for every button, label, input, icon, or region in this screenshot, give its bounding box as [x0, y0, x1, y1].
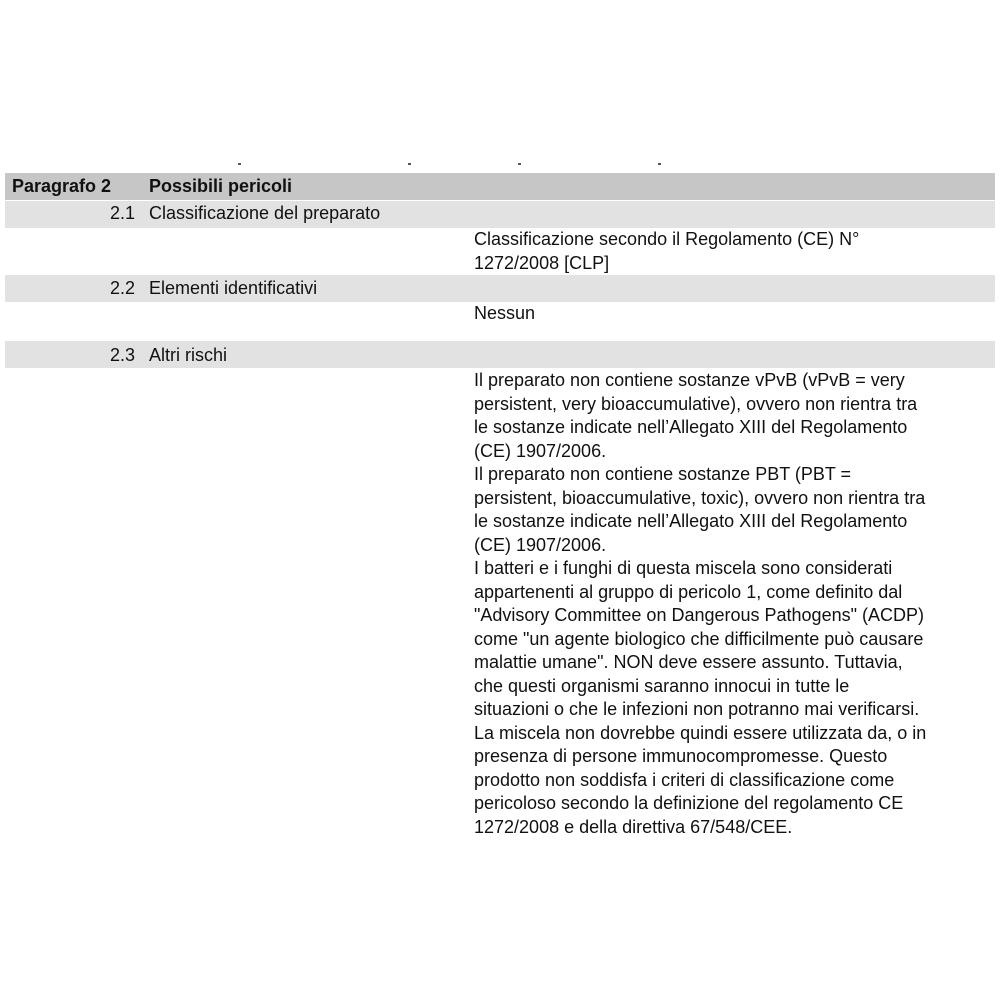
subsection-title: Classificazione del preparato [149, 203, 381, 223]
subsection-content: Il preparato non contiene sostanze vPvB (vPvB = very persistent, very bioaccumulative), ovvero non rientra tra le sostanze indicate nell’Allegato XIII del Regolamento (CE) 1907/2006. Il preparato non contiene sostanze PBT (PBT = persistent, bioaccumulative, toxic), ovvero non rientra tra le sostanze indicate nell’Allegato XIII del Regolamento (CE) 1907/2006. I batteri e i funghi di questa miscela sono considerati appartenenti al gruppo di pericolo 1, come definito dal "Advisory Committee on Dangerous Pathogens" (ACDP) come "un agente biologico che difficilmente può causare malattie umane". NON deve essere assunto. Tuttavia, che questi organismi saranno innocui in tutte le situazioni o che le infezioni non potranno mai verificarsi. La miscela non dovrebbe quindi essere utilizzata da, o in presenza di persone immunocompromesse. Questo prodotto non soddisfa i criteri di classificazione come pericoloso secondo la definizione del regolamento CE 1272/2008 e della direttiva 67/548/CEE. [474, 370, 927, 837]
subsection-content: Classificazione secondo il Regolamento (CE) N° 1272/2008 [CLP] [474, 229, 860, 273]
cropped-text-remnant [230, 163, 690, 167]
section-title: Possibili pericoli [149, 176, 293, 196]
subsection-number: 2.2 [109, 278, 135, 298]
subsection-title: Altri rischi [149, 345, 228, 365]
subsection-number: 2.3 [109, 345, 135, 365]
subsection-title: Elementi identificativi [149, 278, 318, 298]
subsection-number: 2.1 [109, 203, 135, 223]
paragraph-label: Paragrafo 2 [12, 176, 112, 196]
subsection-content: Nessun [474, 303, 536, 323]
